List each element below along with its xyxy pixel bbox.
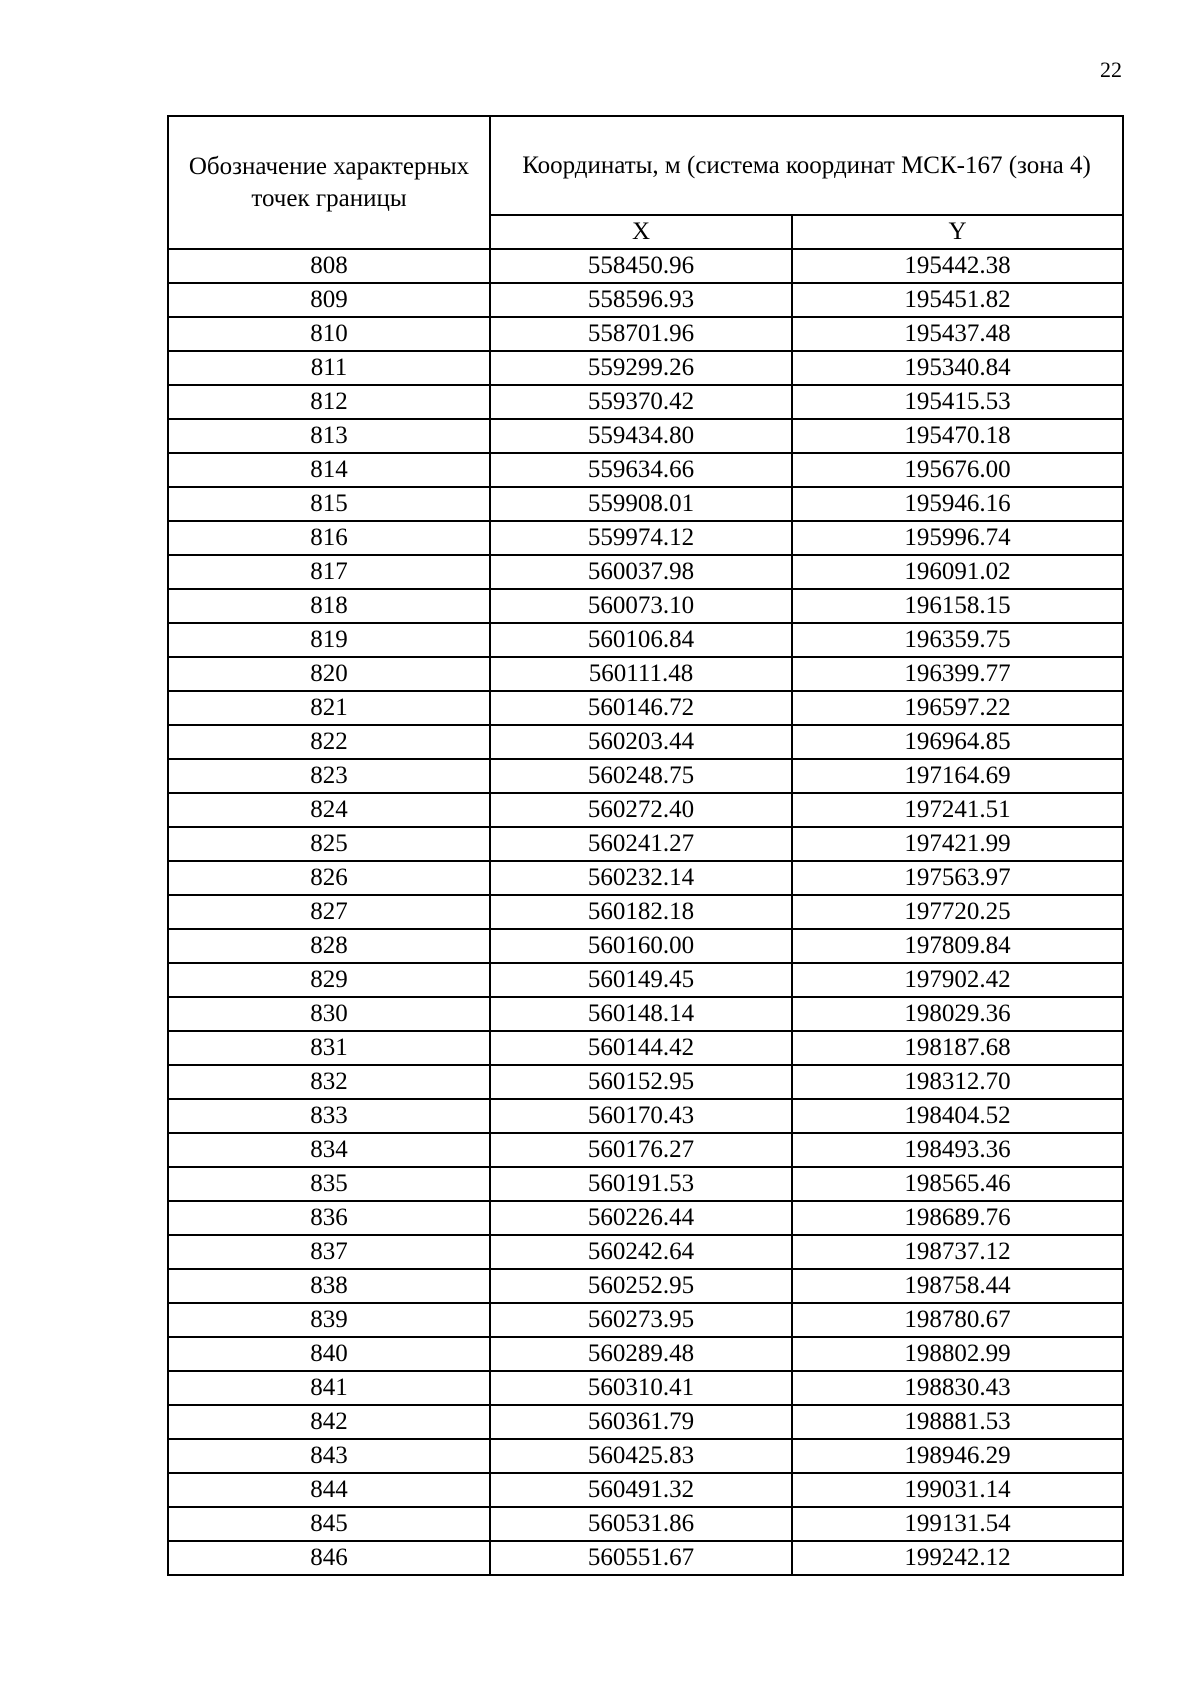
table-body <box>168 249 1123 1575</box>
cell-x: 560491.32 <box>490 1473 792 1507</box>
cell-y: 198312.70 <box>792 1065 1123 1099</box>
cell-x: 558596.93 <box>490 283 792 317</box>
cell-point-number: 820 <box>168 657 490 691</box>
cell-y: 198758.44 <box>792 1269 1123 1303</box>
table-row <box>168 1099 1123 1133</box>
cell-point-number: 842 <box>168 1405 490 1439</box>
cell-y: 198689.76 <box>792 1201 1123 1235</box>
cell-point-number: 815 <box>168 487 490 521</box>
cell-y: 198881.53 <box>792 1405 1123 1439</box>
table-header-row <box>168 116 1123 215</box>
cell-x: 559299.26 <box>490 351 792 385</box>
cell-x: 560160.00 <box>490 929 792 963</box>
cell-x: 560182.18 <box>490 895 792 929</box>
cell-point-number: 814 <box>168 453 490 487</box>
cell-y: 198780.67 <box>792 1303 1123 1337</box>
table-row <box>168 793 1123 827</box>
cell-x: 560111.48 <box>490 657 792 691</box>
cell-y: 196597.22 <box>792 691 1123 725</box>
cell-y: 198187.68 <box>792 1031 1123 1065</box>
cell-x: 560203.44 <box>490 725 792 759</box>
cell-point-number: 839 <box>168 1303 490 1337</box>
cell-point-number: 843 <box>168 1439 490 1473</box>
cell-y: 196399.77 <box>792 657 1123 691</box>
cell-x: 560191.53 <box>490 1167 792 1201</box>
cell-x: 560232.14 <box>490 861 792 895</box>
table-row <box>168 997 1123 1031</box>
cell-x: 560148.14 <box>490 997 792 1031</box>
table-row <box>168 827 1123 861</box>
cell-y: 195340.84 <box>792 351 1123 385</box>
cell-y: 197902.42 <box>792 963 1123 997</box>
cell-point-number: 822 <box>168 725 490 759</box>
cell-y: 195946.16 <box>792 487 1123 521</box>
cell-point-number: 823 <box>168 759 490 793</box>
page-number: 22 <box>1100 57 1122 82</box>
cell-x: 560273.95 <box>490 1303 792 1337</box>
table-row <box>168 759 1123 793</box>
table-row <box>168 1507 1123 1541</box>
cell-point-number: 819 <box>168 623 490 657</box>
cell-point-number: 846 <box>168 1541 490 1575</box>
cell-point-number: 834 <box>168 1133 490 1167</box>
cell-y: 199242.12 <box>792 1541 1123 1575</box>
cell-point-number: 809 <box>168 283 490 317</box>
cell-point-number: 816 <box>168 521 490 555</box>
cell-y: 197164.69 <box>792 759 1123 793</box>
cell-x: 559370.42 <box>490 385 792 419</box>
cell-x: 560073.10 <box>490 589 792 623</box>
cell-point-number: 838 <box>168 1269 490 1303</box>
table-row <box>168 589 1123 623</box>
header-coordinates <box>490 116 1123 215</box>
cell-x: 560289.48 <box>490 1337 792 1371</box>
cell-point-number: 826 <box>168 861 490 895</box>
cell-x: 560037.98 <box>490 555 792 589</box>
table-row <box>168 351 1123 385</box>
cell-x: 560272.40 <box>490 793 792 827</box>
table-row <box>168 1371 1123 1405</box>
cell-y: 195451.82 <box>792 283 1123 317</box>
cell-x: 560144.42 <box>490 1031 792 1065</box>
cell-point-number: 828 <box>168 929 490 963</box>
cell-x: 560361.79 <box>490 1405 792 1439</box>
cell-y: 196964.85 <box>792 725 1123 759</box>
table-row <box>168 1031 1123 1065</box>
cell-point-number: 817 <box>168 555 490 589</box>
cell-point-number: 844 <box>168 1473 490 1507</box>
cell-y: 197563.97 <box>792 861 1123 895</box>
cell-y: 199031.14 <box>792 1473 1123 1507</box>
table-row <box>168 249 1123 283</box>
table-row <box>168 725 1123 759</box>
cell-x: 560106.84 <box>490 623 792 657</box>
cell-point-number: 821 <box>168 691 490 725</box>
cell-point-number: 836 <box>168 1201 490 1235</box>
table-row <box>168 419 1123 453</box>
cell-point-number: 810 <box>168 317 490 351</box>
cell-x: 560146.72 <box>490 691 792 725</box>
cell-point-number: 833 <box>168 1099 490 1133</box>
table-row <box>168 1133 1123 1167</box>
cell-x: 559634.66 <box>490 453 792 487</box>
cell-y: 196359.75 <box>792 623 1123 657</box>
header-y: Y <box>792 215 1123 249</box>
cell-x: 560176.27 <box>490 1133 792 1167</box>
header-x: X <box>490 215 792 249</box>
header-point-designation-text: Обозначение характерных точек границы <box>188 152 470 212</box>
table-row <box>168 1303 1123 1337</box>
table-row <box>168 555 1123 589</box>
table-row <box>168 283 1123 317</box>
cell-point-number: 831 <box>168 1031 490 1065</box>
table-row <box>168 861 1123 895</box>
cell-x: 560310.41 <box>490 1371 792 1405</box>
cell-y: 197809.84 <box>792 929 1123 963</box>
cell-point-number: 832 <box>168 1065 490 1099</box>
cell-point-number: 824 <box>168 793 490 827</box>
cell-x: 560170.43 <box>490 1099 792 1133</box>
table-row <box>168 521 1123 555</box>
cell-x: 558701.96 <box>490 317 792 351</box>
cell-x: 560531.86 <box>490 1507 792 1541</box>
cell-point-number: 812 <box>168 385 490 419</box>
table-row <box>168 453 1123 487</box>
header-coordinates-text: Координаты, м (система координат МСК-167 (зона 4) <box>522 151 1091 179</box>
cell-point-number: 818 <box>168 589 490 623</box>
cell-point-number: 835 <box>168 1167 490 1201</box>
cell-point-number: 808 <box>168 249 490 283</box>
cell-x: 560241.27 <box>490 827 792 861</box>
cell-point-number: 827 <box>168 895 490 929</box>
header-point-designation <box>168 116 490 249</box>
cell-x: 560242.64 <box>490 1235 792 1269</box>
table-row <box>168 657 1123 691</box>
cell-x: 560252.95 <box>490 1269 792 1303</box>
cell-y: 198946.29 <box>792 1439 1123 1473</box>
cell-y: 195470.18 <box>792 419 1123 453</box>
cell-x: 560152.95 <box>490 1065 792 1099</box>
cell-y: 198830.43 <box>792 1371 1123 1405</box>
cell-x: 559908.01 <box>490 487 792 521</box>
cell-y: 195442.38 <box>792 249 1123 283</box>
table-row <box>168 1201 1123 1235</box>
cell-point-number: 813 <box>168 419 490 453</box>
coordinates-table <box>167 115 1124 1576</box>
table-row <box>168 1269 1123 1303</box>
table-row <box>168 1541 1123 1575</box>
cell-x: 560425.83 <box>490 1439 792 1473</box>
table-row <box>168 1337 1123 1371</box>
table-row <box>168 487 1123 521</box>
cell-point-number: 825 <box>168 827 490 861</box>
cell-y: 198565.46 <box>792 1167 1123 1201</box>
cell-x: 560551.67 <box>490 1541 792 1575</box>
cell-y: 197421.99 <box>792 827 1123 861</box>
cell-point-number: 841 <box>168 1371 490 1405</box>
cell-x: 560149.45 <box>490 963 792 997</box>
cell-x: 560226.44 <box>490 1201 792 1235</box>
cell-x: 560248.75 <box>490 759 792 793</box>
cell-x: 559974.12 <box>490 521 792 555</box>
cell-y: 195996.74 <box>792 521 1123 555</box>
table-row <box>168 895 1123 929</box>
cell-point-number: 840 <box>168 1337 490 1371</box>
cell-point-number: 830 <box>168 997 490 1031</box>
cell-x: 558450.96 <box>490 249 792 283</box>
cell-point-number: 845 <box>168 1507 490 1541</box>
cell-y: 198737.12 <box>792 1235 1123 1269</box>
cell-point-number: 811 <box>168 351 490 385</box>
cell-y: 196091.02 <box>792 555 1123 589</box>
cell-y: 195415.53 <box>792 385 1123 419</box>
cell-y: 198404.52 <box>792 1099 1123 1133</box>
cell-y: 198802.99 <box>792 1337 1123 1371</box>
table-row <box>168 1439 1123 1473</box>
table-row <box>168 1065 1123 1099</box>
cell-y: 195437.48 <box>792 317 1123 351</box>
cell-point-number: 829 <box>168 963 490 997</box>
cell-y: 197241.51 <box>792 793 1123 827</box>
table-row <box>168 963 1123 997</box>
table-row <box>168 623 1123 657</box>
cell-x: 559434.80 <box>490 419 792 453</box>
table-row <box>168 1167 1123 1201</box>
table-row <box>168 317 1123 351</box>
cell-y: 195676.00 <box>792 453 1123 487</box>
table-row <box>168 1235 1123 1269</box>
cell-y: 197720.25 <box>792 895 1123 929</box>
table-row <box>168 691 1123 725</box>
table-row <box>168 929 1123 963</box>
cell-y: 199131.54 <box>792 1507 1123 1541</box>
cell-y: 196158.15 <box>792 589 1123 623</box>
cell-y: 198029.36 <box>792 997 1123 1031</box>
cell-y: 198493.36 <box>792 1133 1123 1167</box>
table-row <box>168 1405 1123 1439</box>
cell-point-number: 837 <box>168 1235 490 1269</box>
table-row <box>168 385 1123 419</box>
table-row <box>168 1473 1123 1507</box>
